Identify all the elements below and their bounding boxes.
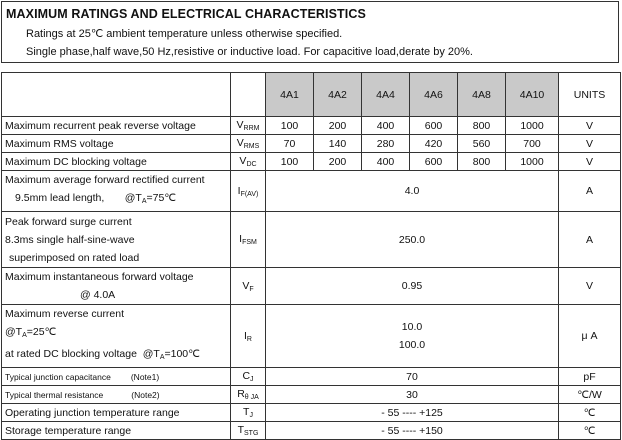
unit-cell: A bbox=[559, 212, 621, 268]
value-cell: 140 bbox=[314, 135, 362, 153]
column-header-row bbox=[2, 73, 621, 117]
symbol-main: I bbox=[237, 184, 241, 197]
symbol-sub: R bbox=[246, 335, 252, 343]
value-cell: 600 bbox=[410, 153, 458, 171]
param-label-line: @ 4.0A bbox=[80, 289, 116, 301]
row-vrrm bbox=[2, 117, 621, 135]
param-label-line: 8.3ms single half-sine-wave bbox=[5, 233, 135, 246]
symbol-main: I bbox=[244, 329, 247, 342]
param-label: Maximum recurrent peak reverse voltage bbox=[2, 117, 231, 135]
header-box bbox=[1, 1, 619, 63]
col-header-4a4: 4A4 bbox=[362, 73, 410, 117]
unit-cell: ℃ bbox=[559, 404, 621, 422]
value-cell: 200 bbox=[314, 153, 362, 171]
header-load-note: Single phase,half wave,50 Hz,resistive or inductive load. For capacitive load,derate by 20%. bbox=[26, 46, 473, 58]
note-ref: (Note2) bbox=[131, 389, 160, 400]
value-cell bbox=[266, 305, 559, 368]
value-cell: 420 bbox=[410, 135, 458, 153]
value-cell: 70 bbox=[266, 368, 559, 386]
value-cell: 700 bbox=[506, 135, 559, 153]
value-100c: 100.0 bbox=[398, 339, 426, 351]
value-cell: 100 bbox=[266, 117, 314, 135]
symbol-main: R bbox=[237, 388, 245, 400]
symbol-sub: STG bbox=[244, 430, 259, 437]
unit-cell: ℃/W bbox=[559, 386, 621, 404]
symbol-cell bbox=[231, 171, 266, 212]
param-label bbox=[2, 368, 231, 386]
symbol-cell bbox=[231, 153, 266, 171]
param-label-line: Maximum average forward rectified current bbox=[5, 174, 205, 186]
condition-text: @T bbox=[124, 192, 142, 204]
value-cell: 1000 bbox=[506, 117, 559, 135]
symbol-cell bbox=[231, 268, 266, 305]
symbol-main: V bbox=[242, 279, 250, 292]
unit-cell: μ A bbox=[559, 305, 621, 368]
header-ambient-note: Ratings at 25℃ ambient temperature unless otherwise specified. bbox=[26, 28, 343, 40]
symbol-sub: θ JA bbox=[244, 394, 259, 401]
row-vf bbox=[2, 268, 621, 305]
symbol-cell bbox=[231, 135, 266, 153]
value-cell: 800 bbox=[458, 117, 506, 135]
condition-temp: =100℃ bbox=[164, 348, 200, 360]
row-rth bbox=[2, 386, 621, 404]
param-label bbox=[2, 268, 231, 305]
value-cell: 280 bbox=[362, 135, 410, 153]
row-ir bbox=[2, 305, 621, 368]
value-cell: 100 bbox=[266, 153, 314, 171]
param-label-line bbox=[5, 345, 227, 367]
symbol-sub: FSM bbox=[242, 239, 257, 246]
param-label: Maximum DC blocking voltage bbox=[2, 153, 231, 171]
ratings-table bbox=[1, 72, 621, 440]
col-header-4a1: 4A1 bbox=[266, 73, 314, 117]
col-header-4a8: 4A8 bbox=[458, 73, 506, 117]
lead-length-text: 9.5mm lead length, bbox=[15, 192, 105, 204]
value-cell: - 55 ---- +150 bbox=[266, 422, 559, 440]
unit-cell: A bbox=[559, 171, 621, 212]
symbol-cell bbox=[231, 212, 266, 268]
col-header-4a6: 4A6 bbox=[410, 73, 458, 117]
symbol-sub: F(AV) bbox=[240, 190, 259, 198]
header-blank-symbol bbox=[231, 73, 266, 117]
param-label-line bbox=[5, 189, 227, 211]
value-cell: 1000 bbox=[506, 153, 559, 171]
param-label: Operating junction temperature range bbox=[2, 404, 231, 422]
note-ref: (Note1) bbox=[130, 371, 160, 382]
param-label-line bbox=[5, 305, 227, 345]
param-label-line: superimposed on rated load bbox=[9, 251, 140, 264]
param-label: Storage temperature range bbox=[2, 422, 231, 440]
condition-sub: A bbox=[22, 332, 27, 339]
symbol-sub: RRM bbox=[243, 125, 260, 132]
condition-temp: =75℃ bbox=[146, 192, 177, 204]
label-text: at rated DC blocking voltage bbox=[5, 348, 137, 360]
symbol-sub: F bbox=[249, 285, 254, 293]
symbol-sub: J bbox=[250, 376, 254, 383]
label-text: Typical thermal resistance bbox=[5, 389, 104, 400]
param-label: Maximum RMS voltage bbox=[2, 135, 231, 153]
symbol-main: V bbox=[239, 155, 247, 167]
param-label bbox=[2, 212, 231, 268]
value-cell: 400 bbox=[362, 117, 410, 135]
condition-text: @T bbox=[142, 348, 160, 360]
value-25c: 10.0 bbox=[401, 321, 423, 333]
symbol-cell bbox=[231, 386, 266, 404]
symbol-sub: DC bbox=[246, 161, 257, 168]
value-cell: 250.0 bbox=[266, 212, 559, 268]
symbol-main: T bbox=[237, 424, 245, 436]
row-tj bbox=[2, 404, 621, 422]
value-cell: 4.0 bbox=[266, 171, 559, 212]
unit-cell: V bbox=[559, 117, 621, 135]
param-label-line: Peak forward surge current bbox=[5, 215, 132, 228]
symbol-cell bbox=[231, 305, 266, 368]
unit-cell: V bbox=[559, 268, 621, 305]
param-label-line: Maximum instantaneous forward voltage bbox=[5, 271, 194, 283]
row-ifav bbox=[2, 171, 621, 212]
row-cj bbox=[2, 368, 621, 386]
row-vdc bbox=[2, 153, 621, 171]
value-cell: 560 bbox=[458, 135, 506, 153]
value-cell: 400 bbox=[362, 153, 410, 171]
label-text: Typical junction capacitance bbox=[5, 371, 111, 382]
col-header-4a10: 4A10 bbox=[506, 73, 559, 117]
header-blank-param bbox=[2, 73, 231, 117]
col-header-4a2: 4A2 bbox=[314, 73, 362, 117]
value-cell: 200 bbox=[314, 117, 362, 135]
unit-cell: V bbox=[559, 135, 621, 153]
page-title: MAXIMUM RATINGS AND ELECTRICAL CHARACTERISTICS bbox=[6, 7, 366, 21]
value-cell: 30 bbox=[266, 386, 559, 404]
symbol-cell bbox=[231, 368, 266, 386]
symbol-cell bbox=[231, 404, 266, 422]
value-cell: 0.95 bbox=[266, 268, 559, 305]
symbol-cell bbox=[231, 117, 266, 135]
col-header-units: UNITS bbox=[559, 73, 621, 117]
condition-text: @T bbox=[5, 326, 23, 338]
symbol-sub: J bbox=[249, 412, 253, 419]
unit-cell: pF bbox=[559, 368, 621, 386]
symbol-main: C bbox=[242, 370, 251, 382]
symbol-main: V bbox=[236, 137, 244, 149]
param-label bbox=[2, 171, 231, 212]
symbol-cell bbox=[231, 422, 266, 440]
param-label bbox=[2, 305, 231, 368]
condition-temp: =25℃ bbox=[26, 326, 57, 338]
unit-cell: V bbox=[559, 153, 621, 171]
label-text: Maximum reverse current bbox=[5, 308, 125, 320]
value-cell: 800 bbox=[458, 153, 506, 171]
value-cell: - 55 ---- +125 bbox=[266, 404, 559, 422]
row-tstg bbox=[2, 422, 621, 440]
row-ifsm bbox=[2, 212, 621, 268]
unit-cell: ℃ bbox=[559, 422, 621, 440]
symbol-main: T bbox=[243, 406, 250, 418]
condition-sub: A bbox=[141, 198, 147, 205]
param-label bbox=[2, 386, 231, 404]
row-vrms bbox=[2, 135, 621, 153]
value-cell: 70 bbox=[266, 135, 314, 153]
symbol-main: V bbox=[236, 119, 244, 131]
symbol-main: I bbox=[239, 233, 243, 245]
symbol-sub: RMS bbox=[243, 143, 260, 150]
condition-sub: A bbox=[159, 354, 165, 361]
value-cell: 600 bbox=[410, 117, 458, 135]
